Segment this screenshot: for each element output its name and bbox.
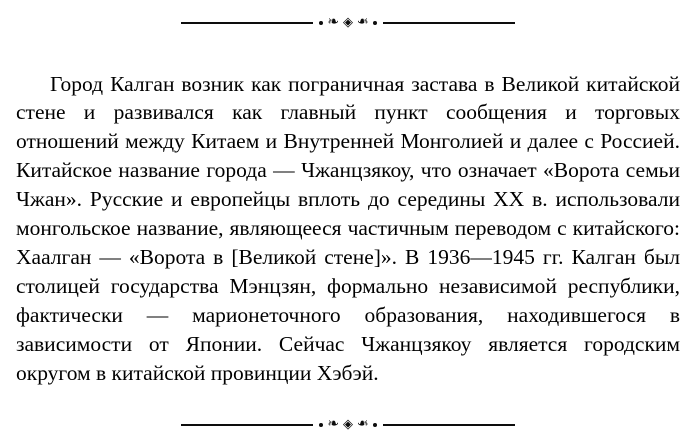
bottom-ornament-right-rule: [383, 424, 515, 426]
ornament-leaf-icon: ❧: [327, 14, 339, 30]
body-text-region: [0, 34, 696, 414]
paragraph: Город Калган возник как пограничная застава в Великой китайской стене и развивался как главный пункт сообщения и торговых отношений между Китаем и Внутренней Монголией и далее с Россией. Китайское название города — Чжанцзякоу, что означает «Ворота семьи Чжан». Русские и европейцы вплоть до середины XX в. использовали монгольское название, являющееся частичным переводом с китайского: Хаалган — «Ворота в [Великой стене]». В 1936—1945 гг. Калган был столицей государства Мэнцзян, формально независимой республики, фактически — марионеточного образования, находившегося в зависимости от Японии. Сейчас Чжанцзякоу является городским округом в китайской провинции Хэбэй.: [16, 71, 680, 385]
ornament-leaf-icon: ❧: [357, 416, 369, 432]
top-ornament-center: [319, 16, 376, 30]
ornament-leaf-icon: ❧: [327, 416, 339, 432]
ornament-dot-icon: [373, 423, 377, 427]
ornament-dot-icon: [319, 423, 323, 427]
bottom-ornament-left-rule: [181, 424, 313, 426]
bottom-ornament-center: [319, 418, 376, 432]
ornament-diamond-icon: ◈: [343, 14, 353, 30]
top-ornament-right-rule: [383, 22, 515, 24]
top-ornament: [0, 12, 696, 34]
ornament-leaf-icon: ❧: [357, 14, 369, 30]
top-ornament-left-rule: [181, 22, 313, 24]
ornament-diamond-icon: ◈: [343, 416, 353, 432]
ornament-dot-icon: [373, 21, 377, 25]
ornament-dot-icon: [319, 21, 323, 25]
bottom-ornament: [0, 414, 696, 436]
